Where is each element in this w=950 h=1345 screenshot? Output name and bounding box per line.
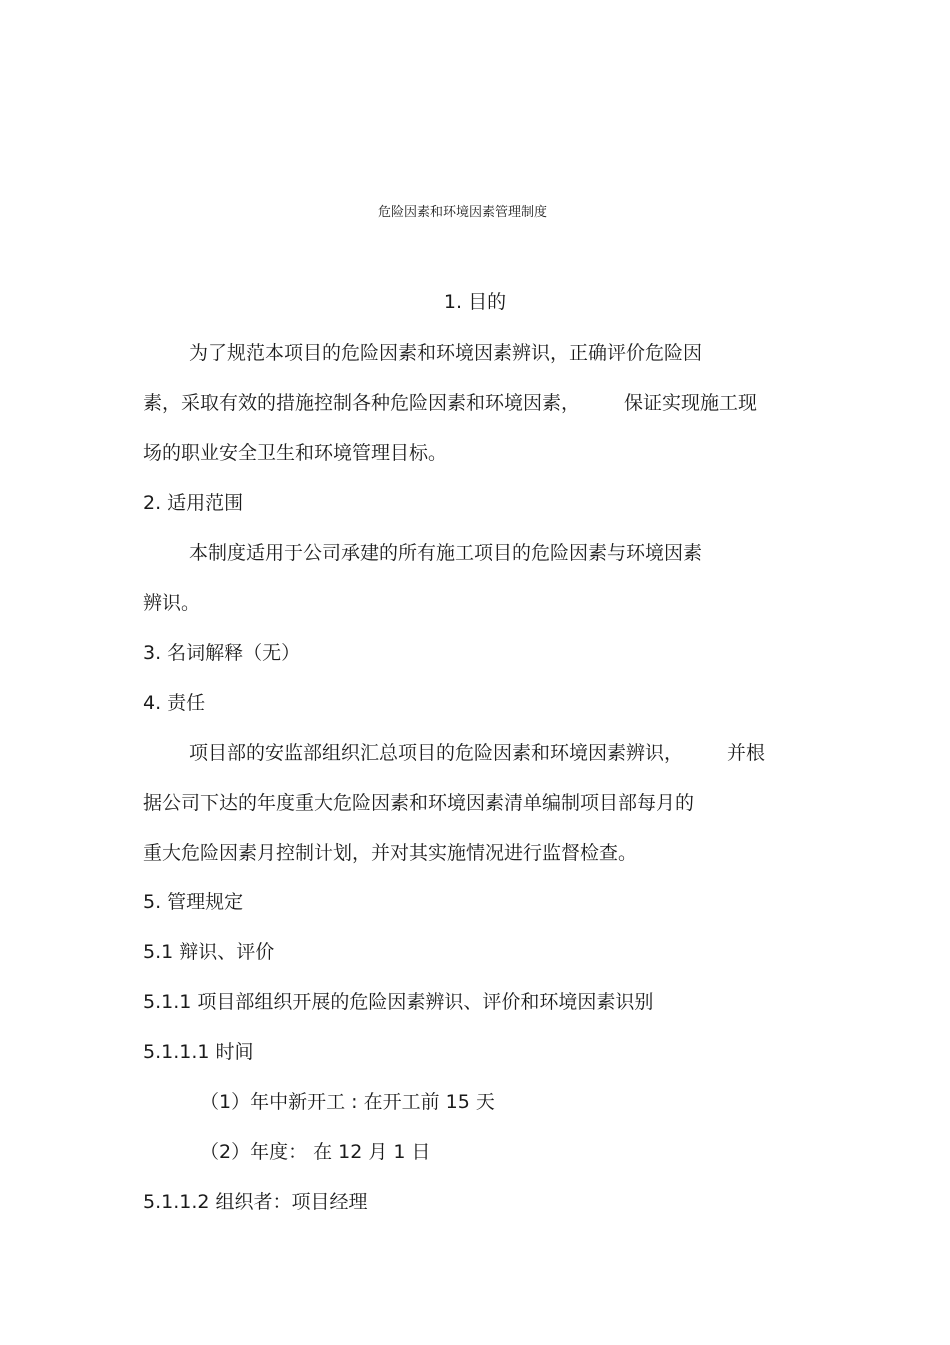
section-1-paragraph-line-1: 为了规范本项目的危险因素和环境因素辨识，正确评价危险因 bbox=[189, 342, 703, 364]
section-1-paragraph-line-2 bbox=[143, 390, 757, 416]
section-5-1-heading: 5.1 辩识、评价 bbox=[143, 941, 275, 963]
section-4-paragraph-line-3: 重大危险因素月控制计划，并对其实施情况进行监督检查。 bbox=[143, 842, 638, 864]
section-1-heading: 1. 目的 bbox=[443, 291, 507, 313]
section-2-heading: 2. 适用范围 bbox=[143, 492, 244, 514]
section-4-paragraph-line-2: 据公司下达的年度重大危险因素和环境因素清单编制项目部每月的 bbox=[143, 792, 695, 814]
section-5-heading: 5. 管理规定 bbox=[143, 891, 244, 913]
list-item-1: （1）年中新开工 : 在开工前 15 天 bbox=[200, 1091, 495, 1113]
section-4-paragraph-line-1 bbox=[189, 740, 765, 766]
section-2-paragraph-line-1: 本制度适用于公司承建的所有施工项目的危险因素与环境因素 bbox=[189, 542, 703, 564]
section-4-paragraph-line-1-part-b: 并根 bbox=[727, 742, 766, 764]
section-4-paragraph-line-1-part-a: 项目部的安监部组织汇总项目的危险因素和环境因素辨识， bbox=[189, 742, 684, 764]
section-5-1-1-heading: 5.1.1 项目部组织开展的危险因素辨识、评价和环境因素识别 bbox=[143, 991, 654, 1013]
list-item-2: （2）年度： 在 12 月 1 日 bbox=[200, 1141, 431, 1163]
section-1-paragraph-line-3: 场的职业安全卫生和环境管理目标。 bbox=[143, 442, 448, 464]
section-1-paragraph-line-2-part-a: 素，采取有效的措施控制各种危险因素和环境因素， bbox=[143, 392, 581, 414]
section-5-1-1-1-heading: 5.1.1.1 时间 bbox=[143, 1041, 254, 1063]
document-title: 危险因素和环境因素管理制度 bbox=[377, 205, 547, 220]
section-3-heading: 3. 名词解释（无） bbox=[143, 642, 301, 664]
section-4-heading: 4. 责任 bbox=[143, 692, 206, 714]
section-5-1-1-2-heading: 5.1.1.2 组织者：项目经理 bbox=[143, 1191, 368, 1213]
section-2-paragraph-line-2: 辨识。 bbox=[143, 592, 201, 614]
section-1-paragraph-line-2-part-b: 保证实现施工现 bbox=[624, 392, 758, 414]
